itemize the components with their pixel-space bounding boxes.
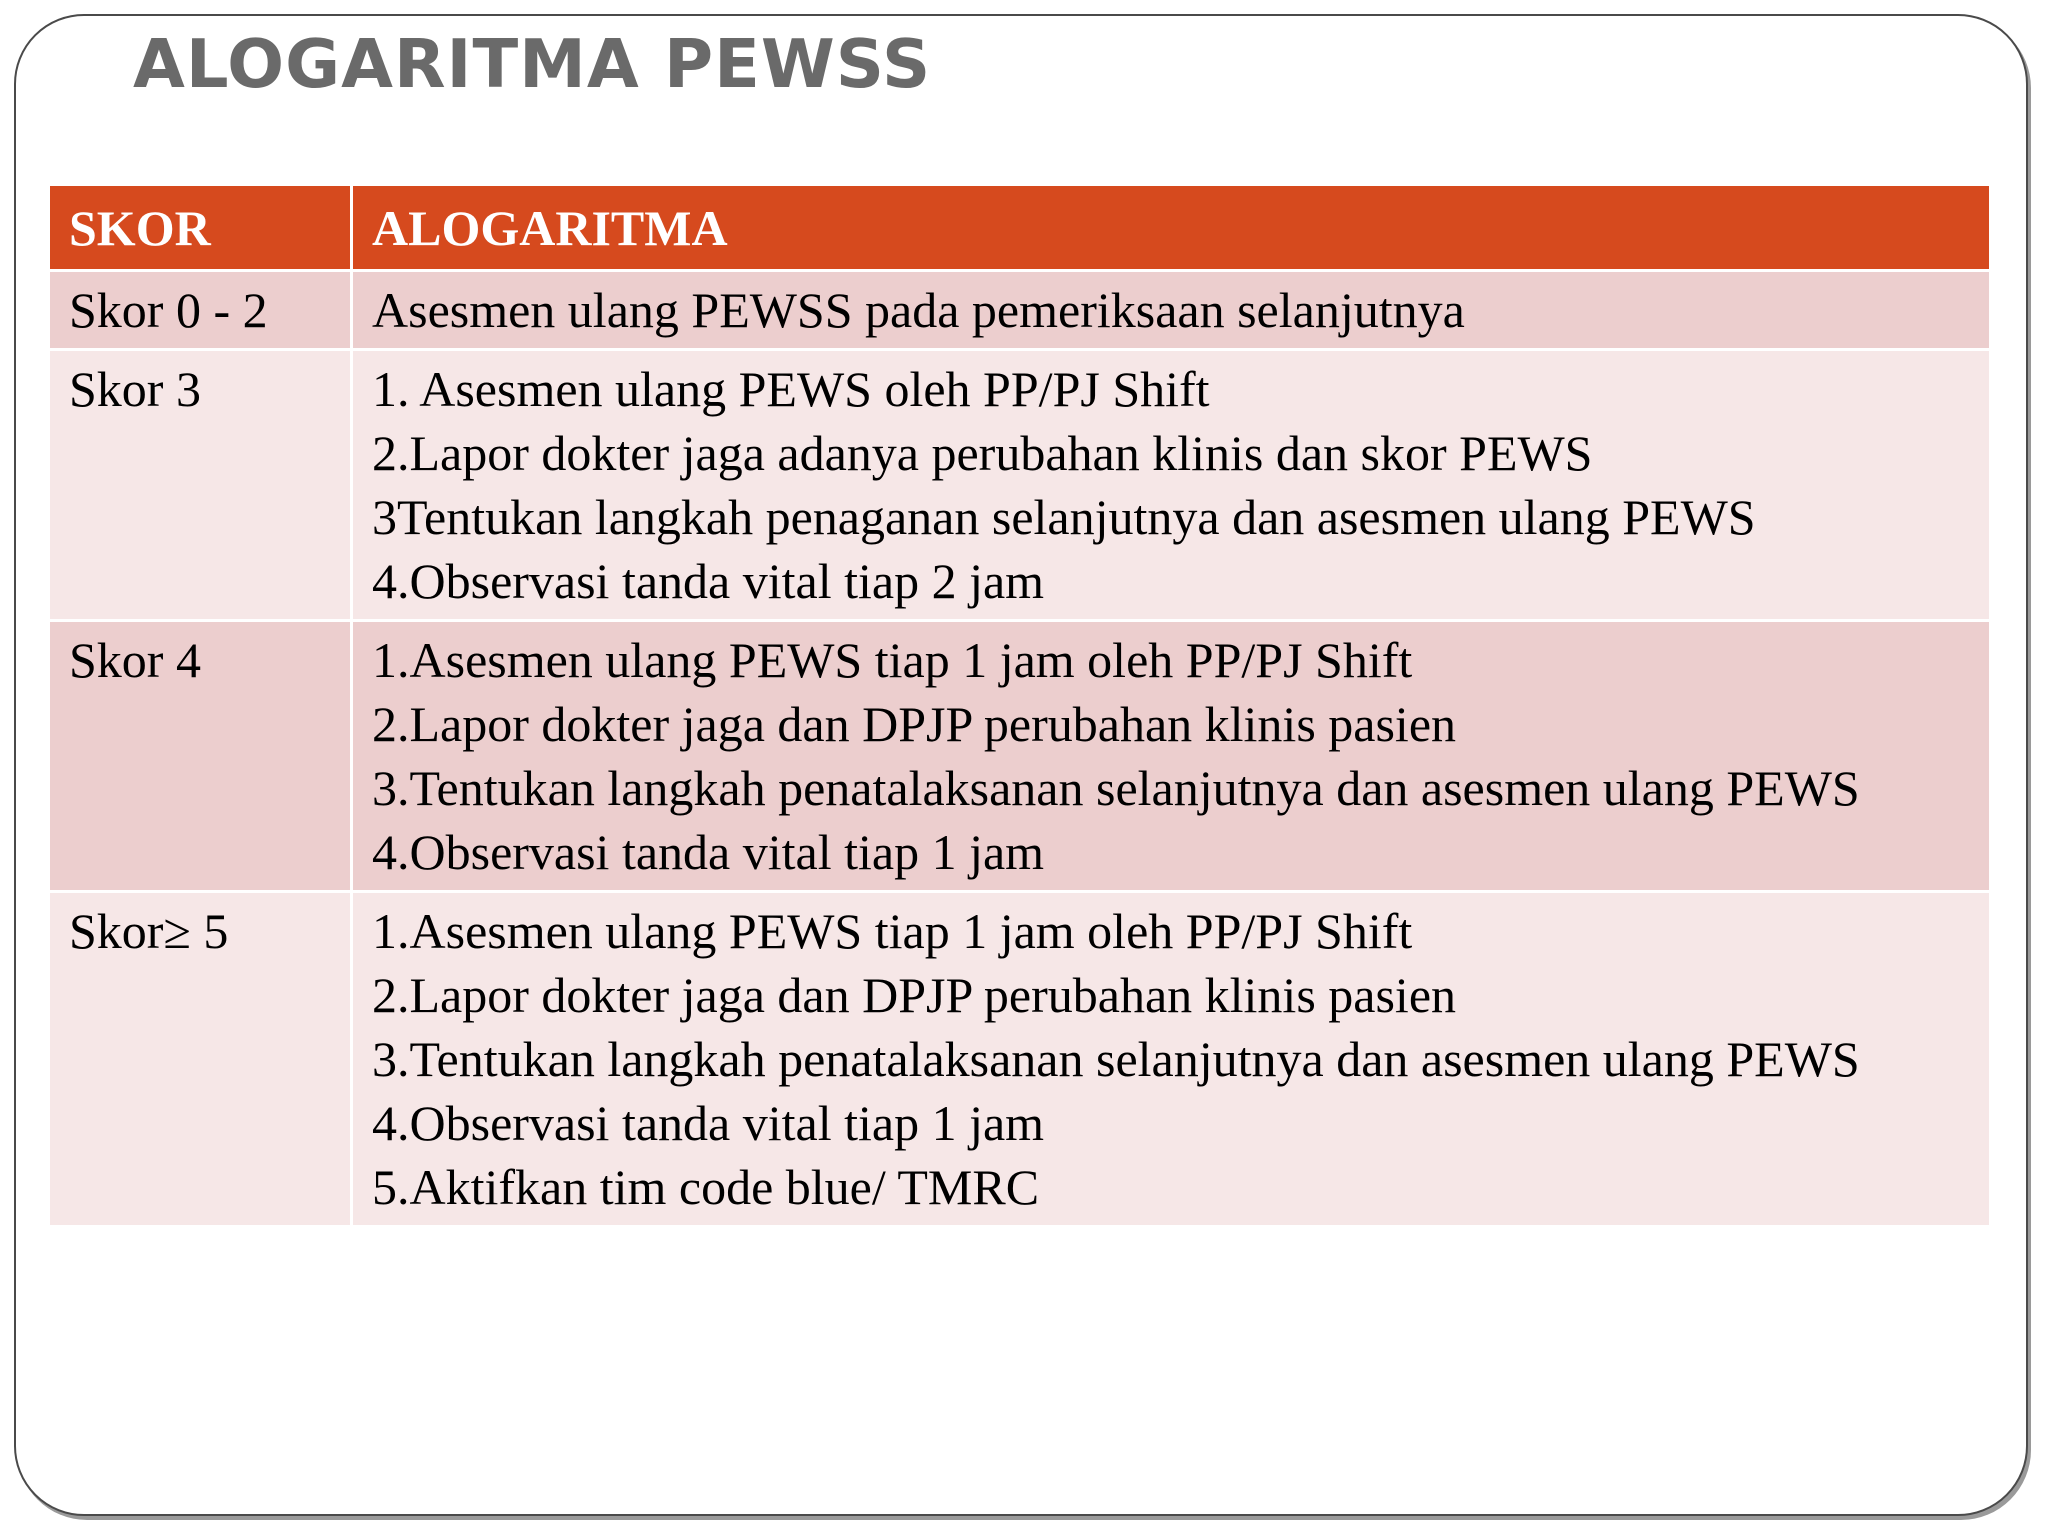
algorithm-cell <box>352 350 1991 621</box>
score-cell: Skor 0 - 2 <box>49 271 352 350</box>
slide-title: ALOGARITMA PEWSS <box>133 25 932 103</box>
step-line: 3.Tentukan langkah penatalaksanan selanjutnya dan asesmen ulang PEWS <box>372 1031 1860 1087</box>
header-algorithm: ALOGARITMA <box>352 185 1991 271</box>
pews-algorithm-table <box>47 183 1992 1228</box>
table-row <box>49 892 1991 1227</box>
step-line: 5.Aktifkan tim code blue/ TMRC <box>372 1159 1040 1215</box>
step-line: 1.Asesmen ulang PEWS tiap 1 jam oleh PP/PJ Shift <box>372 632 1413 688</box>
table-row <box>49 350 1991 621</box>
step-line: Asesmen ulang PEWSS pada pemeriksaan selanjutnya <box>372 282 1465 338</box>
step-line: 2.Lapor dokter jaga dan DPJP perubahan klinis pasien <box>372 696 1457 752</box>
table-header-row <box>49 185 1991 271</box>
table-row <box>49 271 1991 350</box>
algorithm-cell <box>352 621 1991 892</box>
step-line: 1.Asesmen ulang PEWS tiap 1 jam oleh PP/PJ Shift <box>372 903 1413 959</box>
algorithm-cell <box>352 892 1991 1227</box>
score-cell: Skor 3 <box>49 350 352 621</box>
step-line: 1. Asesmen ulang PEWS oleh PP/PJ Shift <box>372 361 1210 417</box>
step-line: 4.Observasi tanda vital tiap 1 jam <box>372 1095 1045 1151</box>
step-line: 3Tentukan langkah penaganan selanjutnya dan asesmen ulang PEWS <box>372 489 1756 545</box>
table-row <box>49 621 1991 892</box>
step-line: 2.Lapor dokter jaga dan DPJP perubahan klinis pasien <box>372 967 1457 1023</box>
score-cell: Skor 4 <box>49 621 352 892</box>
score-cell: Skor≥ 5 <box>49 892 352 1227</box>
step-line: 4.Observasi tanda vital tiap 1 jam <box>372 824 1045 880</box>
step-line: 3.Tentukan langkah penatalaksanan selanjutnya dan asesmen ulang PEWS <box>372 760 1860 816</box>
header-score: SKOR <box>49 185 352 271</box>
step-line: 4.Observasi tanda vital tiap 2 jam <box>372 553 1045 609</box>
algorithm-cell <box>352 271 1991 350</box>
step-line: 2.Lapor dokter jaga adanya perubahan klinis dan skor PEWS <box>372 425 1593 481</box>
